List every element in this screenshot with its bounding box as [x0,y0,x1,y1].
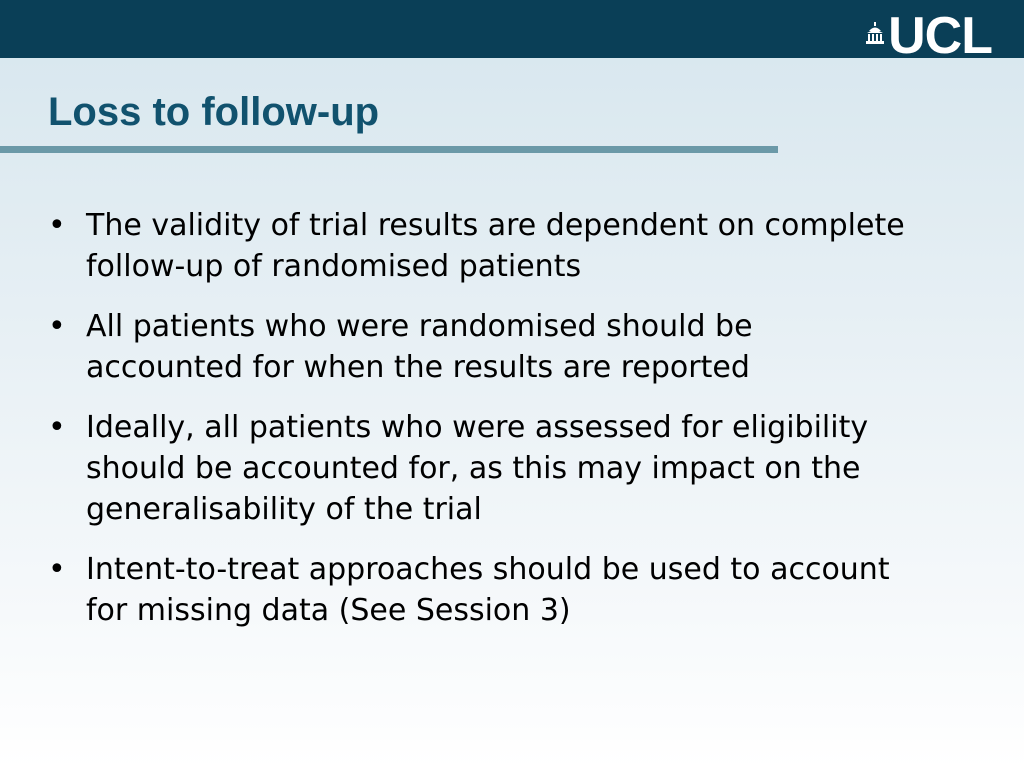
bullet-item [48,407,948,530]
bullet-text: All patients who were randomised should be accounted for when the results are reported [86,309,753,385]
title-underline [0,146,778,153]
bullet-item [48,306,948,388]
header-bar [0,0,1024,65]
bullet-text: Intent-to-treat approaches should be used to account for missing data (See Session 3) [86,552,890,628]
slide-title: Loss to follow-up [48,90,380,134]
bullet-item [48,549,948,631]
logo-text: UCL [888,7,992,65]
bullet-list [48,205,948,650]
portico-icon [866,22,884,44]
ucl-logo [866,7,992,65]
bullet-dot-icon: • [48,309,66,344]
bullet-item [48,205,948,287]
bullet-text: The validity of trial results are dependent on complete follow-up of randomised patients [86,208,905,284]
bullet-dot-icon: • [48,552,66,587]
bullet-dot-icon: • [48,410,66,445]
bullet-dot-icon: • [48,208,66,243]
bullet-text: Ideally, all patients who were assessed for eligibility should be accounted for, as this may impact on the generalisability of the trial [86,410,869,527]
